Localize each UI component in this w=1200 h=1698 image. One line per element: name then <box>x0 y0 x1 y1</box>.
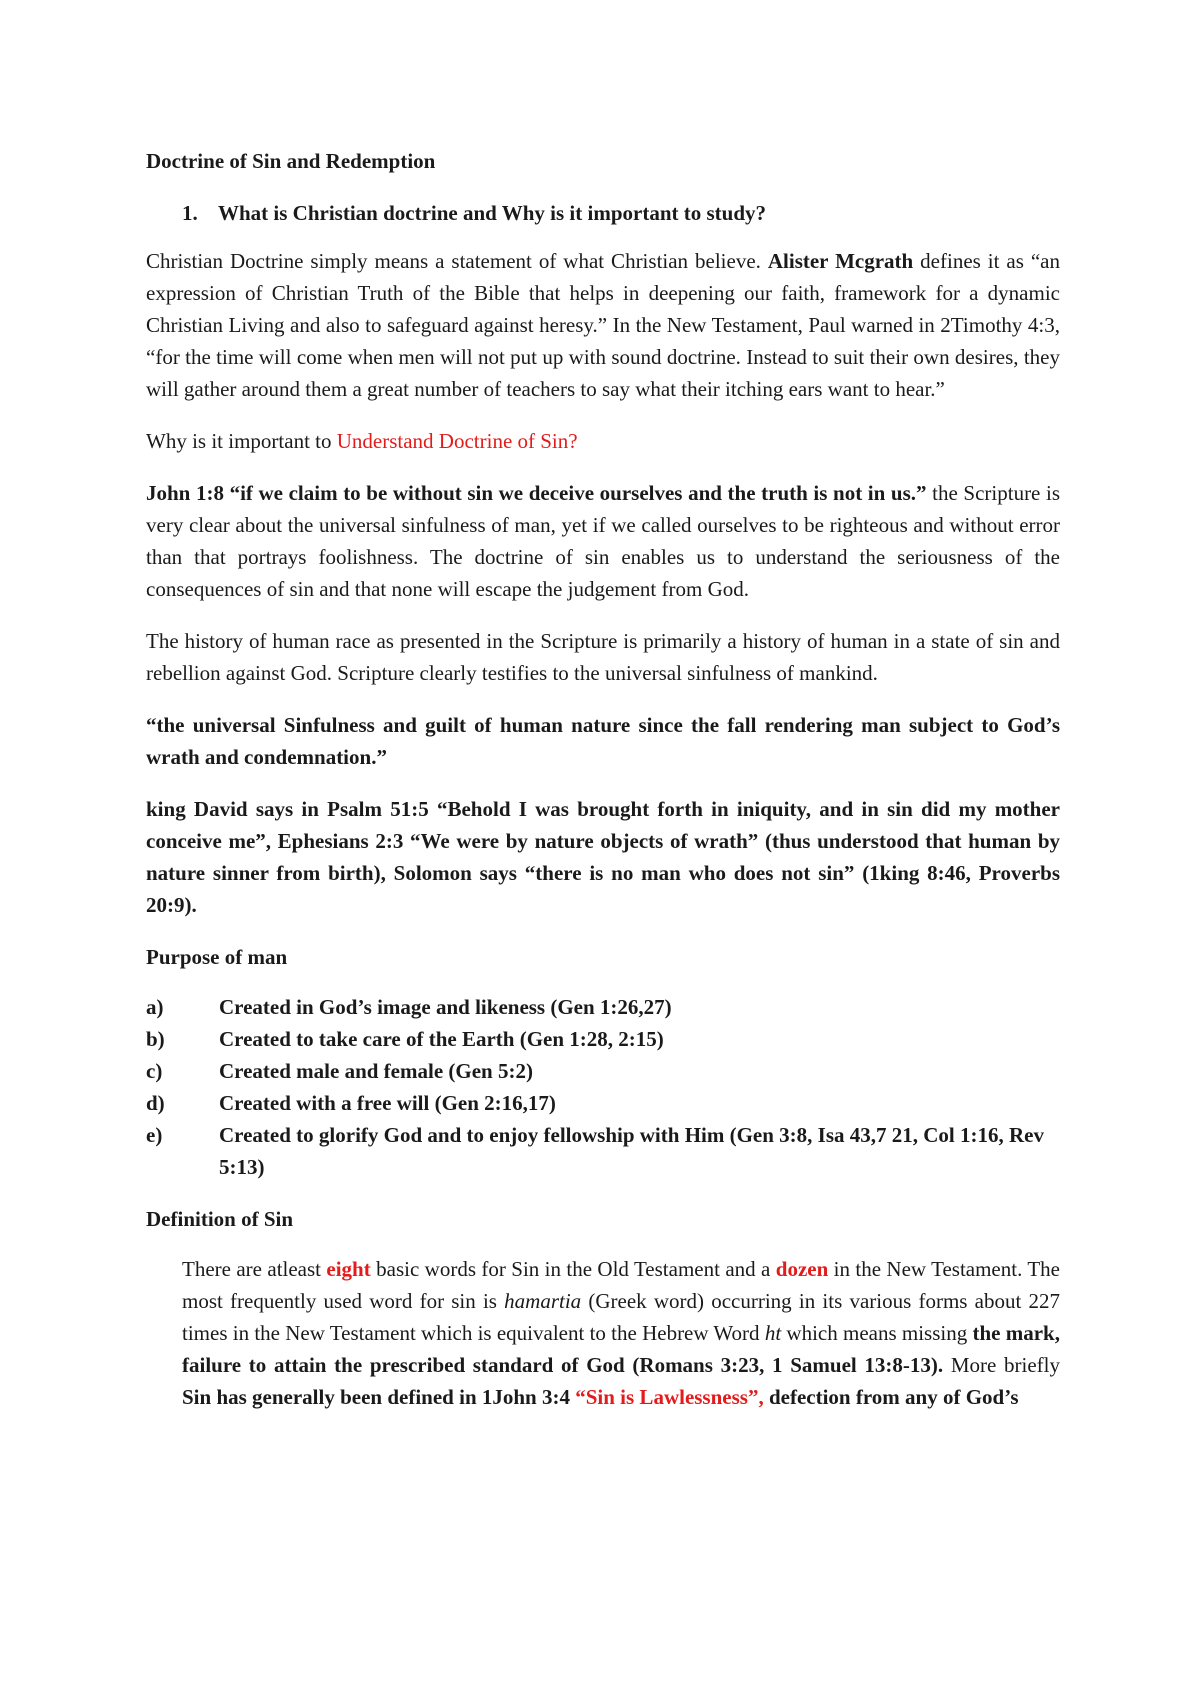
question-list <box>146 197 1060 229</box>
john-verse-quote: John 1:8 “if we claim to be without sin we deceive ourselves and the truth is not in us.” <box>146 481 927 505</box>
para1-author-name: Alister Mcgrath <box>767 249 914 273</box>
def-text-k: More briefly <box>943 1353 1060 1377</box>
purpose-text: Created with a free will (Gen 2:16,17) <box>219 1091 556 1115</box>
question-item <box>146 197 1060 229</box>
def-text-a: There are atleast <box>182 1257 327 1281</box>
paragraph-john-verse <box>146 477 1060 605</box>
question-number: 1. <box>182 201 198 225</box>
def-highlight-eight: eight <box>326 1257 371 1281</box>
paragraph-definition-of-sin <box>146 1253 1060 1413</box>
why-highlight: Understand Doctrine of Sin? <box>336 429 578 453</box>
purpose-item <box>146 991 1060 1023</box>
purpose-item <box>146 1087 1060 1119</box>
paragraph-human-history: The history of human race as presented in the Scripture is primarily a history of human in a state of sin and rebellion against God. Scripture clearly testifies to the universal sinfulness of mankind. <box>146 629 1060 685</box>
document-title: Doctrine of Sin and Redemption <box>146 149 436 173</box>
why-text: Why is it important to <box>146 429 337 453</box>
def-text-g: (Greek word) occurring in its various forms about 227 times in the New Testament which is equivalent to the Hebrew Word <box>182 1289 1060 1345</box>
purpose-marker: d) <box>146 1091 165 1115</box>
def-bold-defection: defection from any of God’s <box>763 1385 1019 1409</box>
purpose-text: Created in God’s image and likeness (Gen 1:26,27) <box>219 995 672 1019</box>
purpose-text: Created to take care of the Earth (Gen 1:28, 2:15) <box>219 1027 664 1051</box>
purpose-item <box>146 1055 1060 1087</box>
def-highlight-lawlessness: “Sin is Lawlessness”, <box>575 1385 764 1409</box>
purpose-text: Created male and female (Gen 5:2) <box>219 1059 533 1083</box>
def-text-c: basic words for Sin in the Old Testament and a <box>370 1257 776 1281</box>
def-term-hamartia: hamartia <box>504 1289 582 1313</box>
question-text: What is Christian doctrine and Why is it important to study? <box>218 201 767 225</box>
purpose-marker: b) <box>146 1027 165 1051</box>
paragraph-christian-doctrine <box>146 245 1060 405</box>
purpose-text: Created to glorify God and to enjoy fellowship with Him (Gen 3:8, Isa 43,7 21, Col 1:16, Rev 5:13) <box>219 1123 1044 1179</box>
def-bold-defined: Sin has generally been defined in 1John 3:4 <box>182 1385 576 1409</box>
purpose-marker: a) <box>146 995 164 1019</box>
heading-purpose-of-man: Purpose of man <box>146 945 288 969</box>
purpose-item <box>146 1023 1060 1055</box>
purpose-marker: e) <box>146 1123 163 1147</box>
para2-text: the Scripture is very clear about the universal sinfulness of man, yet if we called ourselves to be righteous and without error than that portrays foolishness. The doctrine of sin enables us to understand the seriousness of the consequences of sin and that none will escape the judgement from God. <box>146 481 1060 601</box>
paragraph-scripture-references: king David says in Psalm 51:5 “Behold I was brought forth in iniquity, and in sin did my mother conceive me”, Ephesians 2:3 “We were by nature objects of wrath” (thus understood that human by nature sinner from birth), Solomon says “there is no man who does not sin” (1king 8:46, Proverbs 20:9). <box>146 797 1060 917</box>
para1-text-c: defines it as “an expression of Christian Truth of the Bible that helps in deepening our faith, framework for a dynamic Christian Living and also to safeguard against heresy.” In the New Testament, Paul warned in 2Timothy 4:3, “for the time will come when men will not put up with sound doctrine. Instead to suit their own desires, they will gather around them a great number of teachers to say what their itching ears want to hear.” <box>146 249 1060 401</box>
def-text-i: which means missing <box>781 1321 973 1345</box>
def-highlight-dozen: dozen <box>775 1257 829 1281</box>
paragraph-sinfulness-quote: “the universal Sinfulness and guilt of human nature since the fall rendering man subject to God’s wrath and condemnation.” <box>146 713 1060 769</box>
purpose-list <box>146 991 1060 1183</box>
heading-definition-of-sin: Definition of Sin <box>146 1207 294 1231</box>
paragraph-why-important <box>146 425 1060 457</box>
def-term-ht: ht <box>764 1321 782 1345</box>
purpose-marker: c) <box>146 1059 163 1083</box>
def-text-e: in the New Testament. The most frequently used word for sin is <box>182 1257 1060 1313</box>
def-bold-mark: the mark, failure to attain the prescribed standard of God (Romans 3:23, 1 Samuel 13:8-13). <box>182 1321 1060 1377</box>
purpose-item <box>146 1119 1060 1183</box>
para1-text-a: Christian Doctrine simply means a statement of what Christian believe. <box>146 249 768 273</box>
